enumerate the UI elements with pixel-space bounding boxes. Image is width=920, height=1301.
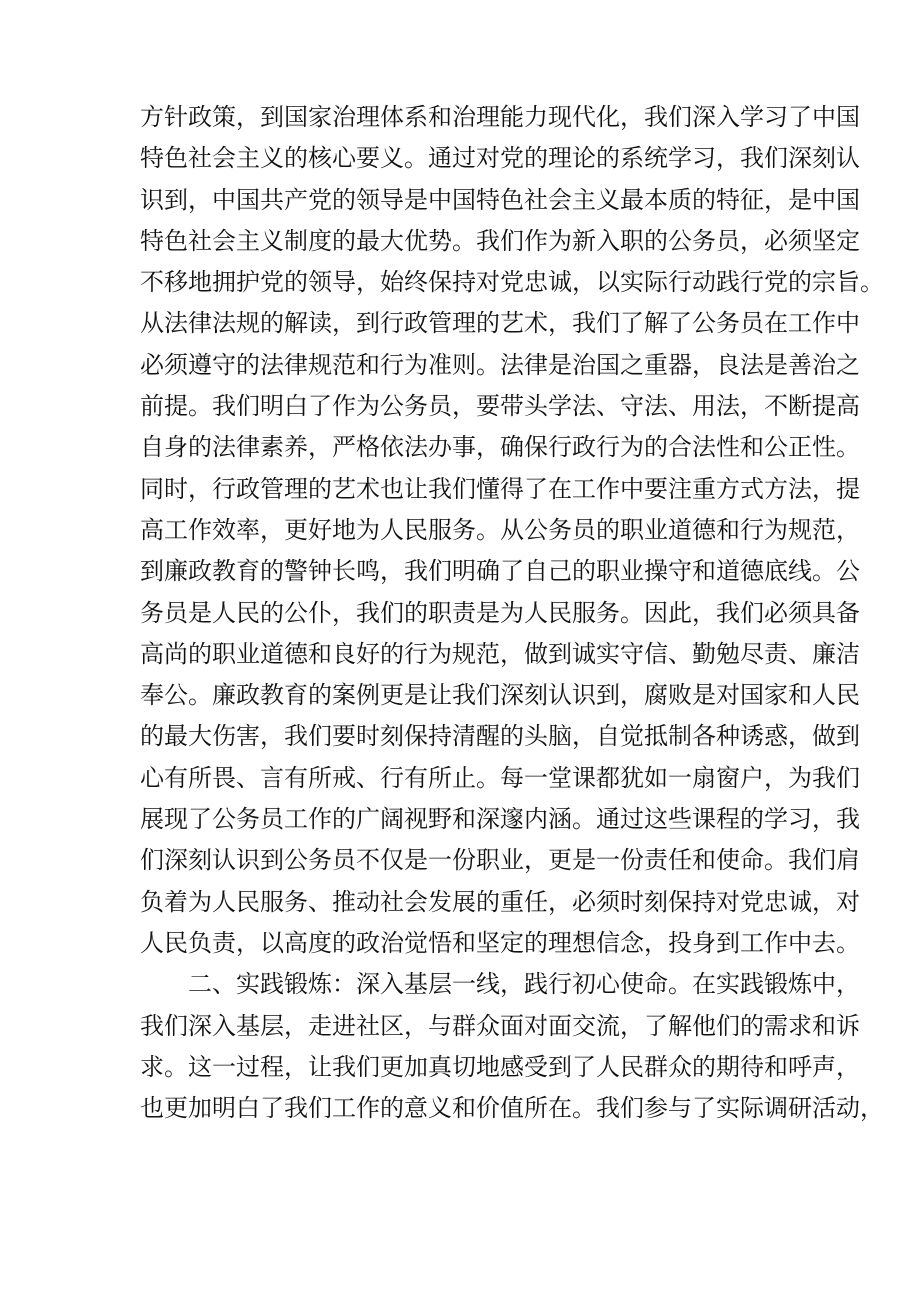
text-line: 求。这一过程，让我们更加真切地感受到了人民群众的期待和呼声， [140, 1052, 860, 1081]
text-line: 识到，中国共产党的领导是中国特色社会主义最本质的特征，是中国 [140, 185, 860, 214]
text-line: 负着为人民服务、推动社会发展的重任，必须时刻保持对党忠诚，对 [140, 887, 860, 916]
text-line: 同时，行政管理的艺术也让我们懂得了在工作中要注重方式方法，提 [140, 474, 860, 503]
text-line: 奉公。廉政教育的案例更是让我们深刻认识到，腐败是对国家和人民 [140, 681, 860, 710]
text-line: 必须遵守的法律规范和行为准则。法律是治国之重器，良法是善治之 [140, 350, 860, 379]
section-heading-line: 二、实践锻炼：深入基层一线，践行初心使命。在实践锻炼中， [188, 970, 860, 999]
text-line: 高工作效率，更好地为人民服务。从公务员的职业道德和行为规范， [140, 515, 860, 544]
text-line: 们深刻认识到公务员不仅是一份职业，更是一份责任和使命。我们肩 [140, 846, 860, 875]
text-line: 心有所畏、言有所戒、行有所止。每一堂课都犹如一扇窗户，为我们 [140, 763, 860, 792]
text-line-paragraph-end: 人民负责，以高度的政治觉悟和坚定的理想信念，投身到工作中去。 [140, 928, 860, 957]
text-line: 从法律法规的解读，到行政管理的艺术，我们了解了公务员在工作中 [140, 309, 860, 338]
text-line: 特色社会主义的核心要义。通过对党的理论的系统学习，我们深刻认 [140, 144, 860, 173]
text-line: 高尚的职业道德和良好的行为规范，做到诚实守信、勤勉尽责、廉洁 [140, 639, 860, 668]
text-line: 方针政策，到国家治理体系和治理能力现代化，我们深入学习了中国 [140, 103, 860, 131]
text-line: 到廉政教育的警钟长鸣，我们明确了自己的职业操守和道德底线。公 [140, 557, 860, 586]
text-line: 的最大伤害，我们要时刻保持清醒的头脑，自觉抵制各种诱惑，做到 [140, 722, 860, 751]
text-line: 特色社会主义制度的最大优势。我们作为新入职的公务员，必须坚定 [140, 226, 860, 255]
text-line: 自身的法律素养，严格依法办事，确保行政行为的合法性和公正性。 [140, 433, 860, 462]
text-line: 我们深入基层，走进社区，与群众面对面交流，了解他们的需求和诉 [140, 1011, 860, 1040]
body-text [140, 97, 884, 1129]
text-line: 不移地拥护党的领导，始终保持对党忠诚，以实际行动践行党的宗旨。 [140, 268, 884, 297]
text-line: 也更加明白了我们工作的意义和价值所在。我们参与了实际调研活动， [140, 1094, 884, 1123]
text-line: 务员是人民的公仆，我们的职责是为人民服务。因此，我们必须具备 [140, 598, 860, 627]
text-line: 展现了公务员工作的广阔视野和深邃内涵。通过这些课程的学习，我 [140, 805, 860, 834]
text-line: 前提。我们明白了作为公务员，要带头学法、守法、用法，不断提高 [140, 392, 860, 421]
